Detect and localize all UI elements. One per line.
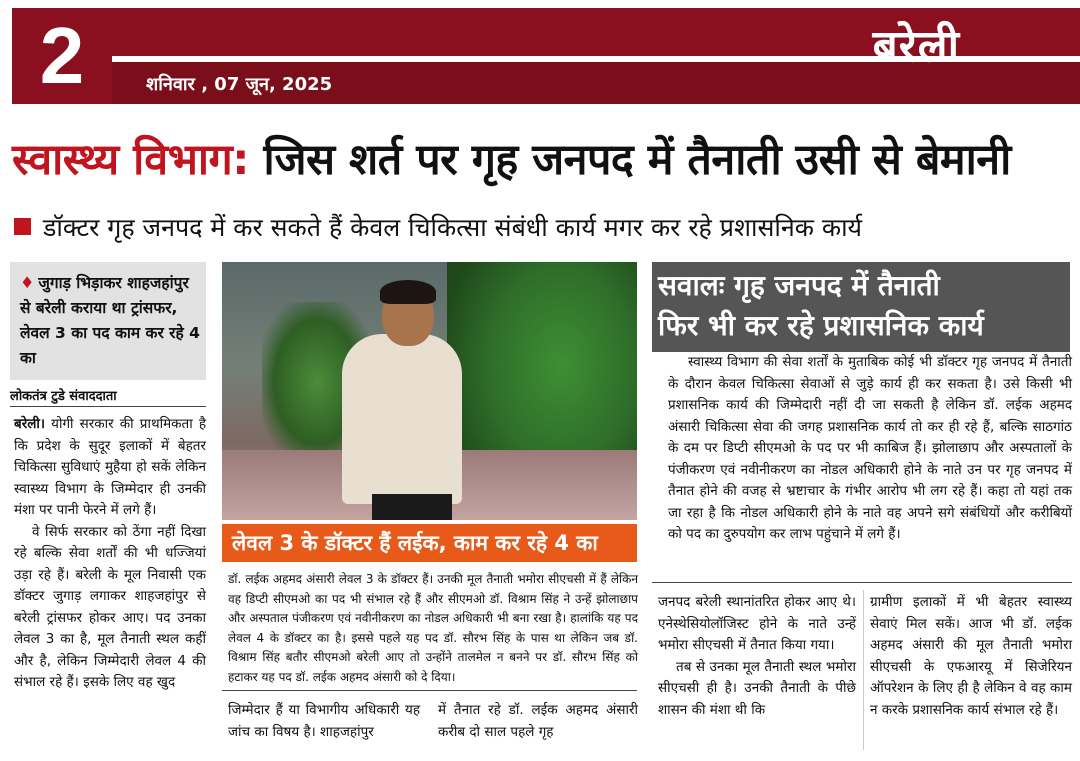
photo-person-body xyxy=(342,334,462,504)
dateline: बरेली। xyxy=(14,416,45,432)
photo-person-legs xyxy=(372,494,452,520)
highlight-text-wrap xyxy=(20,270,200,371)
highlight-text: जुगाड़ भिड़ाकर शाहजहांपुर से बरेली कराया था ट्रांसफर, लेवल 3 का पद काम कर रहे 4 का xyxy=(20,274,200,367)
paragraph: जनपद बरेली स्थानांतरित होकर आए थे। एनेस्थेसियोलॉजिस्ट होने के नाते उन्हें भमोरा सीएचसी में तैनात किया गया। xyxy=(658,594,856,653)
sidebar-box-title xyxy=(652,262,1070,352)
divider xyxy=(10,406,206,407)
bullet-square-icon xyxy=(14,218,31,235)
divider xyxy=(222,690,637,691)
article-photo xyxy=(222,262,637,520)
headline-rest: जिस शर्त पर गृह जनपद में तैनाती उसी से बेमानी xyxy=(248,135,1011,185)
paragraph: ग्रामीण इलाकों में भी बेहतर स्वास्थ्य सेवाएं मिल सकें। आज भी डॉ. लईक अहमद अंसारी की मूल तैनाती भमोरा सीएचसी के एफआरयू में सिजेरियन ऑपरेशन के लिए ही है लेकिन वे वह काम न करके प्रशासनिक कार्य संभाल रहे हैं। xyxy=(870,594,1072,718)
article-column-2b xyxy=(438,700,638,743)
sidebar-title-line-1: सवालः गृह जनपद में तैनाती xyxy=(658,269,940,302)
city-name: बरेली xyxy=(872,21,960,72)
sidebar-box-body xyxy=(668,352,1072,546)
diamond-bullet-icon: ♦ xyxy=(20,273,35,292)
paragraph: वे सिर्फ सरकार को ठेंगा नहीं दिखा रहे बल्कि सेवा शर्तों की भी धज्जियां उड़ा रहे हैं। बरेली के मूल निवासी एक डॉक्टर जुगाड़ लगाकर शाहजहांपुर से बरेली ट्रांसफर होकर आए। पद उनका लेवल 3 का है, मूल तैनाती स्थल कहीं और है, लेकिन जिम्मेदारी लेवल 4 की संभाल रहे हैं। इसके लिए वह खुद xyxy=(14,523,206,690)
subheadline xyxy=(14,210,1074,244)
paragraph: स्वास्थ्य विभाग की सेवा शर्तों के मुताबिक कोई भी डॉक्टर गृह जनपद में तैनाती के दौरान केवल चिकित्सा सेवाओं से जुड़े कार्य ही कर सकता है। उसे किसी भी प्रशासनिक कार्य की जिम्मेदारी नहीं दी जा सकती है लेकिन डॉ. लईक अहमद अंसारी चिकित्सा सेवा की जगह प्रशासनिक कार्य तो कर ही रहे हैं, बल्कि साठगांठ के दम पर डिप्टी सीएमओ के पद पर भी काबिज हैं। झोलाछाप और अस्पतालों के पंजीकरण एवं नवीनीकरण का नोडल अधिकारी होने के नाते उन पर गृह जनपद में तैनात होने की वजह से भ्रष्टाचार के गंभीर आरोप भी लग रहे हैं। कहा तो यहां तक जा रहा है कि नोडल अधिकारी होने के नाते वह अपने सगे संबंधियों और करीबियों को पद का दुरुपयोग कर लाभ पहुंचाने में लगे हैं। xyxy=(668,354,1072,542)
photo-caption-text: डॉ. लईक अहमद अंसारी लेवल 3 के डॉक्टर हैं। उनकी मूल तैनाती भमोरा सीएचसी में हैं लेकिन वह डिप्टी सीएमओ का पद भी संभाल रहे हैं और सीएमओ डॉ. विश्राम सिंह ने उन्हें झोलाछाप और अस्पताल पंजीकरण एवं नवीनीकरण का नोडल अधिकारी भी बना रखा है। हालांकि यह पद लेवल 4 के डॉक्टर का है। इससे पहले यह पद डॉ. सौरभ सिंह के पास था लेकिन जब डॉ. विश्राम सिंह बतौर सीएमओ बरेली आए तो उन्होंने तालमेल न बनने पर डॉ. सौरभ सिंह को हटाकर यह पद डॉ. लईक अहमद अंसारी को दे दिया। xyxy=(228,572,638,684)
article-column-1 xyxy=(14,414,206,694)
paragraph: जिम्मेदार हैं या विभागीय अधिकारी यह जांच का विषय है। शाहजहांपुर xyxy=(228,702,420,740)
subheadline-text: डॉक्टर गृह जनपद में कर सकते हैं केवल चिकित्सा संबंधी कार्य मगर कर रहे प्रशासनिक कार्य xyxy=(43,213,863,242)
photo-caption-title: लेवल 3 के डॉक्टर हैं लईक, काम कर रहे 4 का xyxy=(222,524,637,562)
sidebar-title-line-2: फिर भी कर रहे प्रशासनिक कार्य xyxy=(658,309,984,342)
byline: लोकतंत्र टुडे संवाददाता xyxy=(10,389,117,404)
article-column-3b xyxy=(870,592,1072,721)
paragraph xyxy=(14,414,206,522)
highlight-box xyxy=(10,262,206,380)
divider xyxy=(652,582,1072,583)
page-number: 2 xyxy=(12,8,112,104)
headline-prefix: स्वास्थ्य विभाग: xyxy=(12,135,249,185)
column-divider xyxy=(863,590,864,750)
main-headline xyxy=(12,128,1072,192)
photo-person-hair xyxy=(380,280,436,304)
issue-date: शनिवार , 07 जून, 2025 xyxy=(146,74,333,95)
paragraph: में तैनात रहे डॉ. लईक अहमद अंसारी करीब दो साल पहले गृह xyxy=(438,702,638,740)
article-column-3a xyxy=(658,592,856,721)
paragraph-text: योगी सरकार की प्राथमिकता है कि प्रदेश के सुदूर इलाकों में बेहतर चिकित्सा सुविधाएं मुहैया हो सकें लेकिन स्वास्थ्य विभाग के जिम्मेदार ही उनकी मंशा पर पानी फेरने में लगे हैं। xyxy=(14,416,206,518)
paragraph: तब से उनका मूल तैनाती स्थल भमोरा सीएचसी ही है। उनकी तैनाती के पीछे शासन की मंशा थी कि xyxy=(658,658,856,718)
article-column-2a xyxy=(228,700,420,743)
